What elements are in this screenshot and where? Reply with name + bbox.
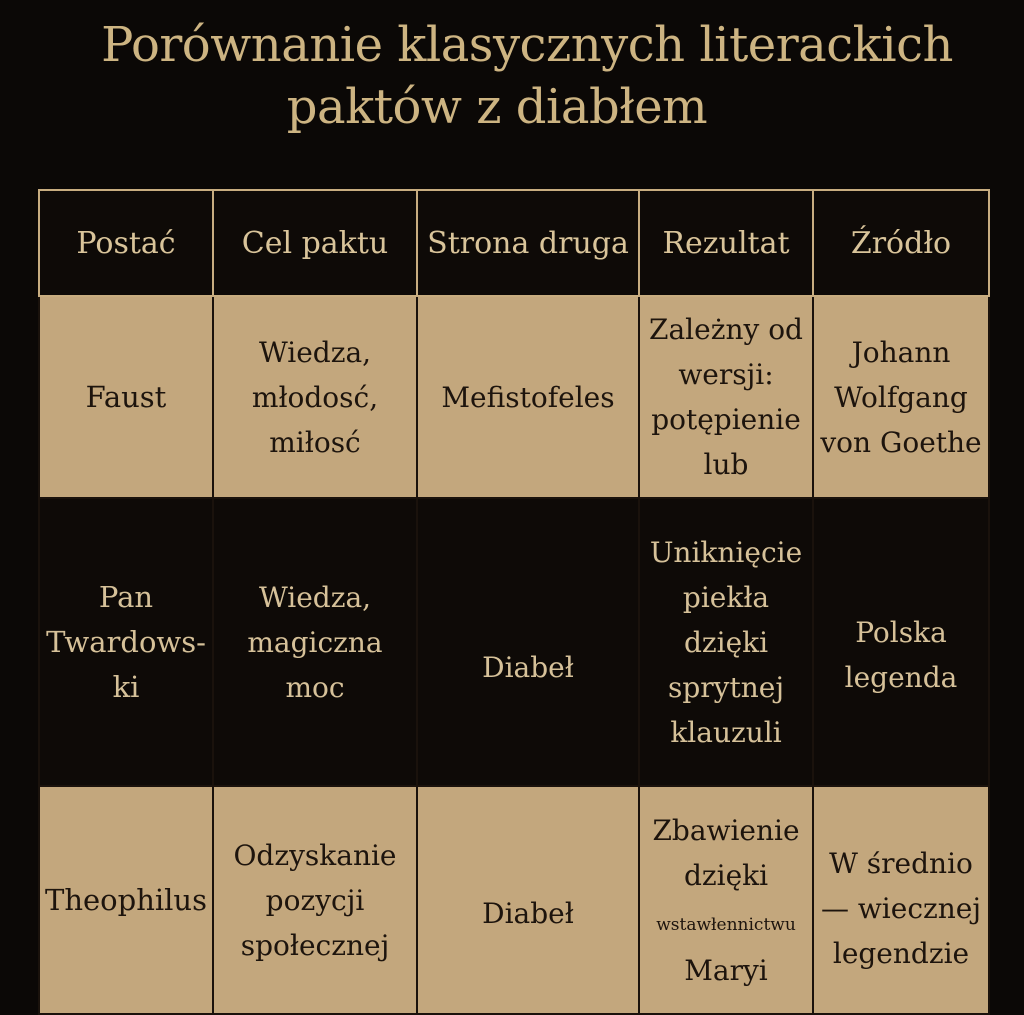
cell-cel: Wiedza, młodosć, miłosć xyxy=(213,296,417,498)
cell-zrodlo: Johann Wolfgang von Goethe xyxy=(813,296,989,498)
cell-strona: Mefistofeles xyxy=(417,296,639,498)
cell-rezultat: Zależny od wersji: potępienie lub xyxy=(639,296,813,498)
cell-rezultat: Uniknięcie piekła dzięki sprytnej klauzuli xyxy=(639,498,813,786)
cell-postac: Pan Twardows-ki xyxy=(39,498,213,786)
title-line-1: Porównanie klasycznych literackich xyxy=(101,17,953,73)
cell-zrodlo: W średnio— wiecznej legendzie xyxy=(813,786,989,1014)
rezultat-part-3: Maryi xyxy=(684,953,768,987)
table-row xyxy=(39,296,989,498)
cell-rezultat xyxy=(639,786,813,1014)
header-zrodlo: Źródło xyxy=(813,190,989,296)
title-line-2: paktów z diabłem xyxy=(286,79,708,135)
page-title xyxy=(0,14,1024,138)
table-row xyxy=(39,786,989,1014)
header-strona-druga: Strona druga xyxy=(417,190,639,296)
cell-postac: Faust xyxy=(39,296,213,498)
rezultat-part-1: Zbawienie dzięki xyxy=(652,813,800,892)
comparison-table xyxy=(38,189,990,1015)
cell-cel: Odzyskanie pozycji społecznej xyxy=(213,786,417,1014)
table-header-row xyxy=(39,190,989,296)
cell-strona: Diabeł xyxy=(417,498,639,786)
cell-cel: Wiedza, magiczna moc xyxy=(213,498,417,786)
header-cel-paktu: Cel paktu xyxy=(213,190,417,296)
cell-postac: Theophilus xyxy=(39,786,213,1014)
cell-zrodlo: Polska legenda xyxy=(813,498,989,786)
header-rezultat: Rezultat xyxy=(639,190,813,296)
cell-strona: Diabeł xyxy=(417,786,639,1014)
rezultat-part-2: wstawłennictwu xyxy=(656,914,796,935)
header-postac: Postać xyxy=(39,190,213,296)
table-row xyxy=(39,498,989,786)
